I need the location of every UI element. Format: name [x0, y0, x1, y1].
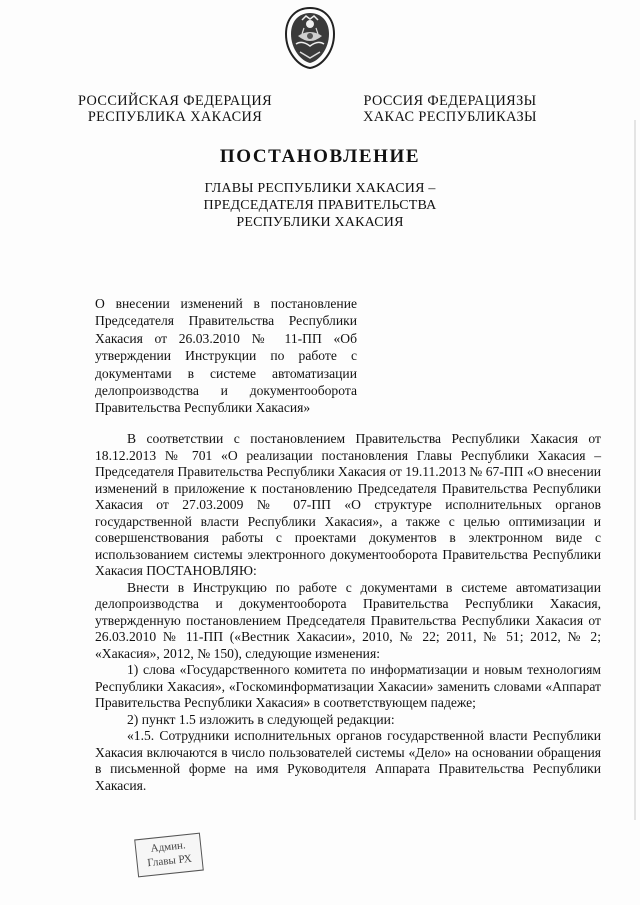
- document-title: ПОСТАНОВЛЕНИЕ: [219, 146, 421, 167]
- document-subject: О внесении изменений в постановление Председателя Правительства Республики Хакасия от 26.03.2010 № 11-ПП «Об утверждении Инструкции по работе с документами в системе автоматизации делопроизводства и документооборота Правительства Республики Хакасия»: [95, 296, 357, 416]
- scan-edge-shadow: [634, 120, 636, 820]
- stamp-line1: Админ.: [150, 839, 187, 855]
- paragraph-item-2: 2) пункт 1.5 изложить в следующей редакции:: [127, 711, 395, 727]
- receipt-stamp: [134, 833, 204, 878]
- paragraph-instruction: Внести в Инструкцию по работе с документами в системе автоматизации делопроизводства и документооборота Правительства Республики Хакасия, утвержденную постановлением Председателя Правительства Республики Хакасия от 26.03.2010 № 11-ПП («Вестник Хакасии», 2010, № 22; 2011, № 51; 2012, № 2; «Хакасия», 2012, № 150), следующие изменения:: [95, 579, 601, 661]
- paragraph-item-1: 1) слова «Государственного комитета по информатизации и новым технологиям Республики Хакасия», «Госкоминформатизации Хакасии» заменить словами «Аппарат Правительства Республики Хакасия» в соответствующем падеже;: [95, 662, 601, 710]
- header-right-line2: ХАКАС РЕСПУБЛИКАЗЫ: [363, 109, 537, 125]
- stamp-line2: Главы РХ: [146, 852, 193, 870]
- header-left-line2: РЕСПУБЛИКА ХАКАСИЯ: [87, 109, 263, 125]
- header-right-block: [345, 93, 555, 125]
- paragraph-preamble: В соответствии с постановлением Правительства Республики Хакасия от 18.12.2013 № 701 «О реализации постановления Главы Республики Хакасия – Председателя Правительства Республики Хакасия от 19.11.2013 № 67-ПП «О внесении изменений в приложение к постановлению Председателя Правительства Республики Хакасия от 27.03.2009 № 07-ПП «О структуре исполнительных органов государственной власти Республики Хакасия», а также с целью оптимизации и совершенствования работы с проектами документов в электронном виде с использованием системы электронного документооборота Правительства Республики Хакасия ПОСТАНОВЛЯЮ:: [95, 431, 601, 578]
- subtitle-line3: РЕСПУБЛИКИ ХАКАСИЯ: [236, 215, 404, 230]
- subtitle-line1: ГЛАВЫ РЕСПУБЛИКИ ХАКАСИЯ –: [204, 181, 436, 196]
- coat-of-arms-emblem: [282, 6, 338, 70]
- paragraph-clause-1-5: «1.5. Сотрудники исполнительных органов государственной власти Республики Хакасия включаются в число пользователей системы «Дело» на основании обращения в письменной форме на имя Руководителя Аппарата Правительства Республики Хакасия.: [95, 728, 601, 793]
- header-right-line1: РОССИЯ ФЕДЕРАЦИЯЗЫ: [363, 93, 537, 109]
- header-left-line1: РОССИЙСКАЯ ФЕДЕРАЦИЯ: [78, 93, 272, 109]
- subtitle-line2: ПРЕДСЕДАТЕЛЯ ПРАВИТЕЛЬСТВА: [203, 198, 437, 213]
- document-subtitle: [150, 180, 490, 231]
- document-body: [95, 431, 601, 794]
- header-left-block: [70, 93, 280, 125]
